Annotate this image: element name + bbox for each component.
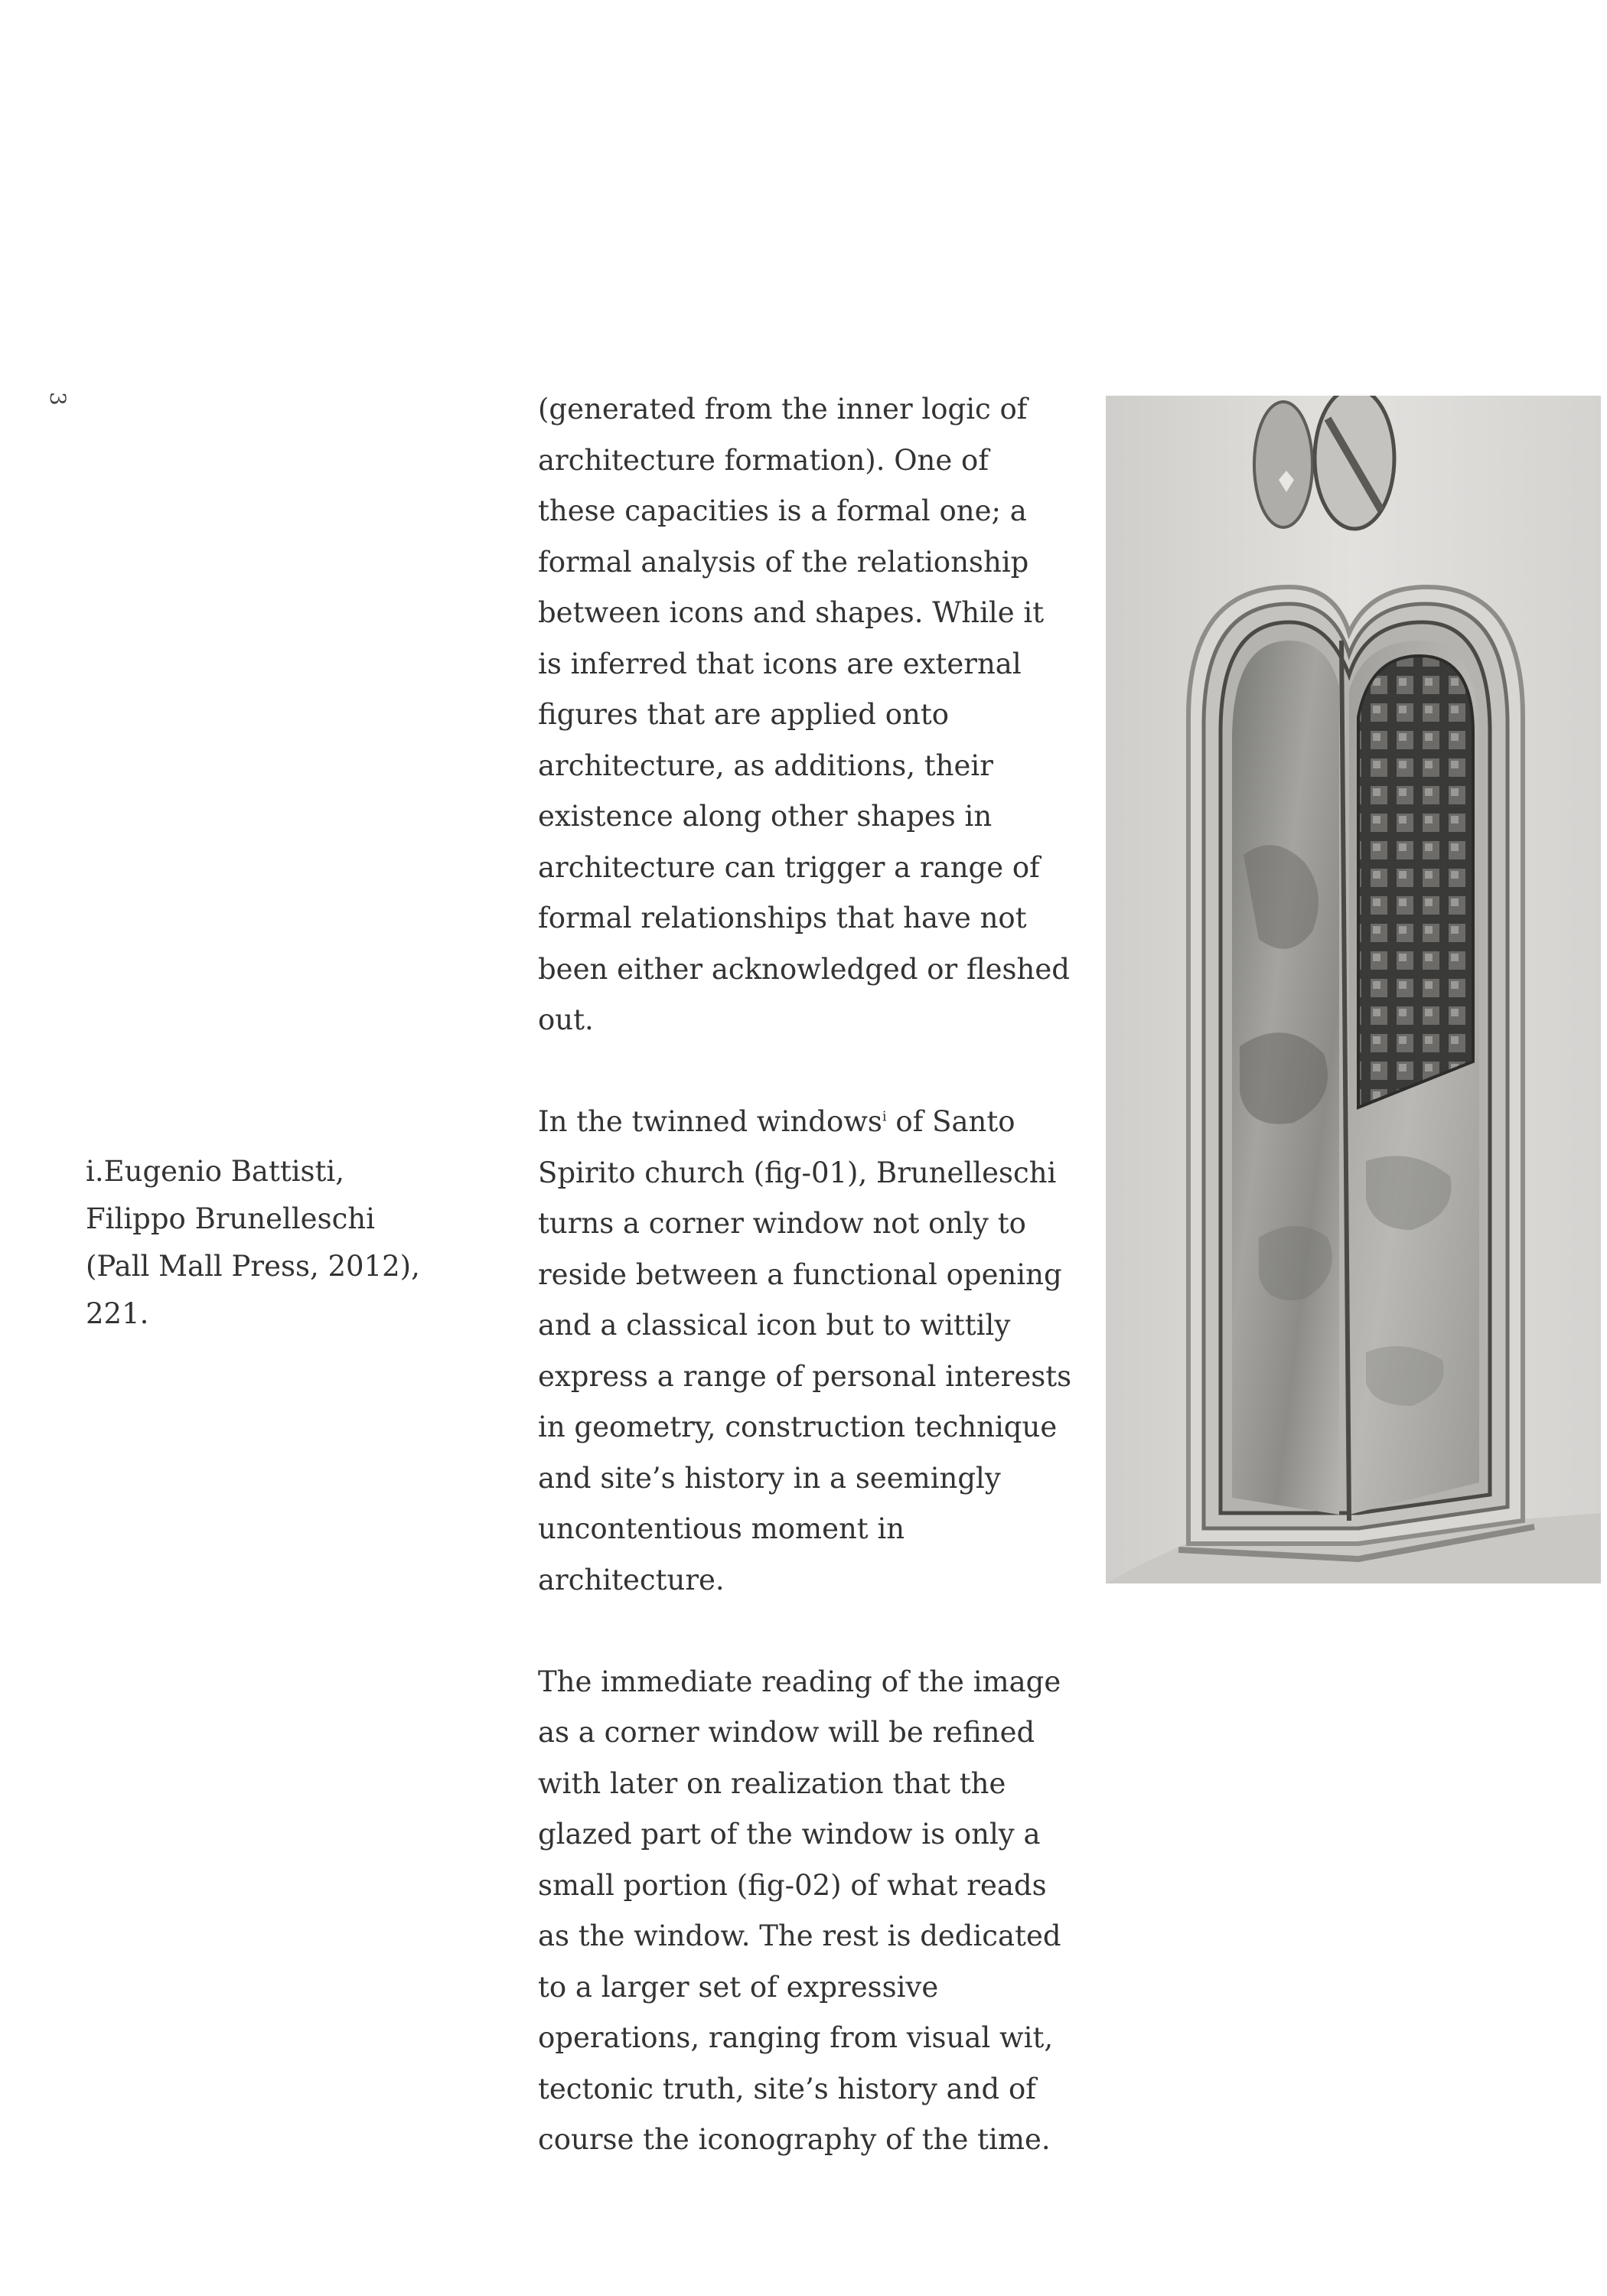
paragraph-2 [538,1097,1074,1606]
paragraph-2-end: of Santo Spirito church (fig-01), Brunelleschi turns a corner window not only to reside between a functional opening and a classical icon but to wittily express a range of personal interests in geometry, construction technique and site’s history in a seemingly uncontentious moment in architecture. [538,1105,1072,1596]
footnote-text: Eugenio Battisti, Filippo Brunelleschi (Pall Mall Press, 2012), 221. [86,1155,420,1330]
paragraph-3: The immediate reading of the image as a corner window will be refined with later on realization that the glazed part of the window is only a small portion (fig-02) of what reads as the window. The rest is dedicated to a larger set of expressive operations, ranging from visual wit, tectonic truth, site’s history and of course the iconography of the time. [538,1665,1061,2156]
footnote-reference: i [882,1108,887,1125]
window-photograph [1106,396,1601,1583]
footnote-marker: i. [86,1155,104,1188]
body-text [538,384,1074,2166]
footnote [86,1148,422,1338]
window-illustration [1106,396,1601,1583]
page-number: 3 [45,392,70,406]
paragraph-1: (generated from the inner logic of architecture formation). One of these capacities is a formal one; a formal analysis of the relationship between icons and shapes. While it is inferred that icons are external figures that are applied onto architecture, as additions, their existence along other shapes in architecture can trigger a range of formal relationships that have not been either acknowledged or fleshed out. [538,393,1070,1036]
paragraph-2-start: In the twinned windows [538,1105,882,1138]
